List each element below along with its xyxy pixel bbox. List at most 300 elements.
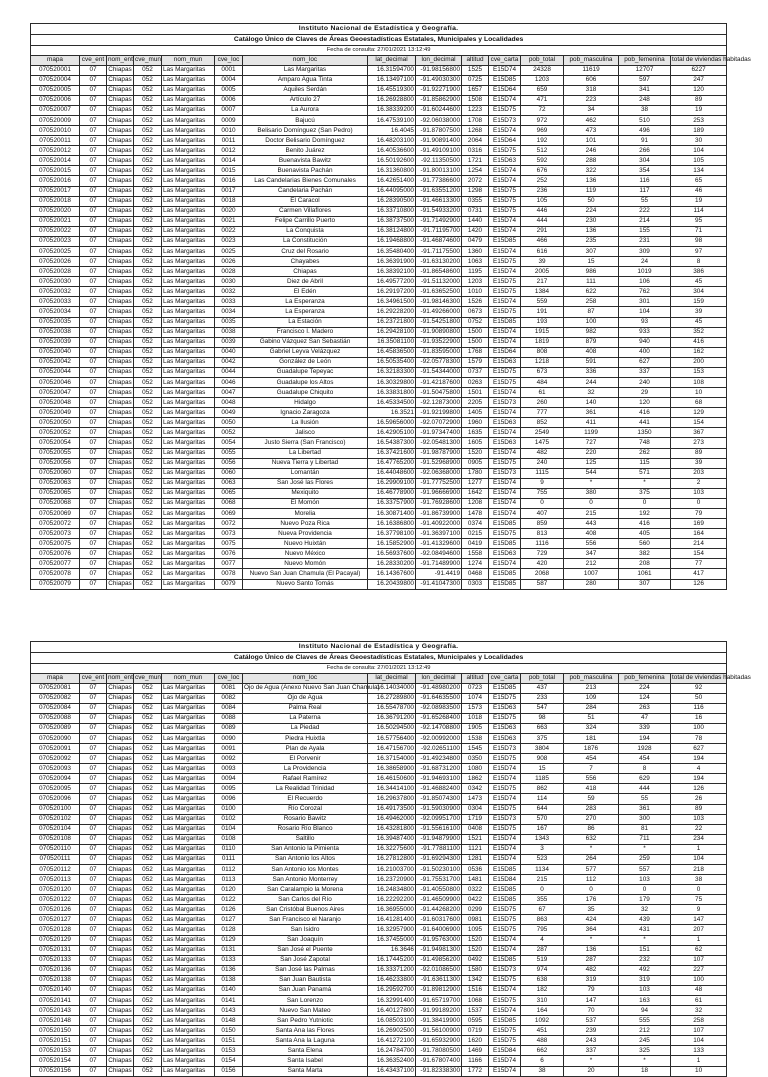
table-cell: 0479 xyxy=(462,236,489,246)
table-cell: 16.36352400 xyxy=(368,1056,416,1066)
table-cell: 87 xyxy=(564,307,619,317)
table-cell: 07 xyxy=(80,569,107,579)
table-cell: 0038 xyxy=(215,327,243,337)
table-cell: 70 xyxy=(564,1006,619,1016)
column-header: pob_total xyxy=(521,673,564,683)
table-cell: 22 xyxy=(671,824,727,834)
table-row xyxy=(31,713,727,723)
table-cell: -91.46613300 xyxy=(416,196,462,206)
table-cell: -91.77881100 xyxy=(416,844,462,854)
table-cell: 07 xyxy=(80,146,107,156)
table-cell: 052 xyxy=(134,367,162,377)
table-cell: -91.71175500 xyxy=(416,246,462,256)
table-cell: 07 xyxy=(80,317,107,327)
table-cell: 762 xyxy=(619,287,671,297)
table-cell: 98 xyxy=(521,713,564,723)
table-cell: E15D75 xyxy=(489,996,521,1006)
table-cell: -92.08494600 xyxy=(416,549,462,559)
table-cell: -91.49266000 xyxy=(416,307,462,317)
table-cell: 07 xyxy=(80,905,107,915)
table-cell: E15D74 xyxy=(489,794,521,804)
table-cell: 164 xyxy=(521,1006,564,1016)
table-cell: E15D63 xyxy=(489,357,521,367)
table-cell: 0342 xyxy=(462,784,489,794)
table-cell: 16.44048600 xyxy=(368,468,416,478)
table-cell: Las Margaritas xyxy=(162,744,215,754)
table-cell: 547 xyxy=(521,703,564,713)
table-cell: 207 xyxy=(671,925,727,935)
column-header: pob_masculina xyxy=(564,673,619,683)
table-cell: 07 xyxy=(80,733,107,743)
table-cell: 07 xyxy=(80,347,107,357)
table-cell: 0094 xyxy=(215,774,243,784)
table-row xyxy=(31,754,727,764)
table-cell: 0021 xyxy=(215,216,243,226)
table-cell: Chiapas xyxy=(107,864,134,874)
table-cell: 16.48203100 xyxy=(368,136,416,146)
table-cell: 755 xyxy=(521,488,564,498)
table-cell: 070520084 xyxy=(31,703,80,713)
table-cell: Las Margaritas xyxy=(162,985,215,995)
table-cell: 1721 xyxy=(462,156,489,166)
table-cell: 65 xyxy=(671,176,727,186)
table-cell: San José Zapotal xyxy=(243,955,368,965)
table-cell: 107 xyxy=(671,1026,727,1036)
table-cell: -91.64006900 xyxy=(416,925,462,935)
table-row xyxy=(31,569,727,579)
table-cell: 07 xyxy=(80,895,107,905)
table-cell: 1501 xyxy=(462,388,489,398)
table-cell: 16.37798100 xyxy=(368,529,416,539)
table-row xyxy=(31,246,727,256)
table-cell: 0111 xyxy=(215,854,243,864)
table-cell: 147 xyxy=(671,915,727,925)
table-cell: Chiapas xyxy=(107,1046,134,1056)
table-cell: 50 xyxy=(564,196,619,206)
table-cell: 07 xyxy=(80,448,107,458)
table-cell: 103 xyxy=(619,875,671,885)
table-cell: -91.49030300 xyxy=(416,75,462,85)
table-cell: 0075 xyxy=(215,539,243,549)
table-cell: 070520011 xyxy=(31,136,80,146)
table-cell: 16.49577200 xyxy=(368,277,416,287)
table-cell: 0014 xyxy=(215,156,243,166)
table-cell: 0374 xyxy=(462,519,489,529)
table-cell: Santa Ana la Laguna xyxy=(243,1036,368,1046)
table-cell: 0032 xyxy=(215,287,243,297)
table-cell: 1116 xyxy=(521,539,564,549)
table-cell: E15D75 xyxy=(489,915,521,925)
table-cell: 361 xyxy=(619,804,671,814)
table-row xyxy=(31,105,727,115)
table-cell: 159 xyxy=(671,297,727,307)
table-cell: Morelia xyxy=(243,509,368,519)
table-cell: E15D74 xyxy=(489,388,521,398)
table-cell: Las Margaritas xyxy=(162,176,215,186)
table-cell: 070520081 xyxy=(31,683,80,693)
table-cell: 07 xyxy=(80,206,107,216)
table-cell: -91.50475800 xyxy=(416,388,462,398)
table-cell: 162 xyxy=(671,347,727,357)
table-cell: 0 xyxy=(671,885,727,895)
table-cell: 408 xyxy=(564,347,619,357)
table-cell: Las Margaritas xyxy=(162,398,215,408)
table-cell: 052 xyxy=(134,1006,162,1016)
table-cell: 416 xyxy=(671,337,727,347)
table-cell: Las Margaritas xyxy=(162,448,215,458)
table-cell: 181 xyxy=(564,733,619,743)
table-cell: 233 xyxy=(521,693,564,703)
table-cell: Chayabes xyxy=(243,257,368,267)
table-cell: Nueva Providencia xyxy=(243,529,368,539)
table-row xyxy=(31,955,727,965)
table-cell: Francisco I. Madero xyxy=(243,327,368,337)
table-row xyxy=(31,236,727,246)
table-cell: Chiapas xyxy=(107,468,134,478)
table-cell: Las Margaritas xyxy=(162,327,215,337)
table-cell: 0148 xyxy=(215,1016,243,1026)
table-cell: 070520010 xyxy=(31,126,80,136)
table-cell: Las Margaritas xyxy=(162,774,215,784)
table-cell: Cruz del Rosario xyxy=(243,246,368,256)
table-cell: 07 xyxy=(80,965,107,975)
table-cell: 16.41272100 xyxy=(368,1036,416,1046)
table-cell: 052 xyxy=(134,277,162,287)
table-cell: 070520055 xyxy=(31,448,80,458)
table-cell: 052 xyxy=(134,529,162,539)
table-cell: 45 xyxy=(671,277,727,287)
table-cell: 0040 xyxy=(215,347,243,357)
table-cell: 32 xyxy=(671,1006,727,1016)
table-row xyxy=(31,794,727,804)
table-cell: E15D74 xyxy=(489,559,521,569)
table-cell: 16.26902500 xyxy=(368,1026,416,1036)
table-cell: 070520044 xyxy=(31,367,80,377)
table-cell: -91.44268200 xyxy=(416,905,462,915)
column-header: nom_mun xyxy=(162,55,215,65)
table-cell: Nuevo Huixtán xyxy=(243,539,368,549)
table-cell: -92.11350500 xyxy=(416,156,462,166)
table-cell: 07 xyxy=(80,804,107,814)
table-cell: 116 xyxy=(671,703,727,713)
table-cell: 16.36791200 xyxy=(368,713,416,723)
table-cell: 052 xyxy=(134,985,162,995)
table-cell: Las Margaritas xyxy=(162,733,215,743)
table-cell: Las Margaritas xyxy=(162,539,215,549)
table-cell: 052 xyxy=(134,1036,162,1046)
table-cell: 1780 xyxy=(462,468,489,478)
table-cell: 07 xyxy=(80,754,107,764)
table-cell: 07 xyxy=(80,683,107,693)
column-header: nom_loc xyxy=(243,55,368,65)
table-cell: Chiapas xyxy=(107,703,134,713)
table-cell: 482 xyxy=(521,448,564,458)
table-cell: 24 xyxy=(619,257,671,267)
table-cell: 16.50294500 xyxy=(368,723,416,733)
table-cell: 07 xyxy=(80,693,107,703)
table-cell: 1862 xyxy=(462,774,489,784)
table-cell: 1520 xyxy=(462,448,489,458)
table-cell: 16.28390500 xyxy=(368,196,416,206)
table-cell: E15D74 xyxy=(489,246,521,256)
table-cell: 052 xyxy=(134,337,162,347)
table-cell: 0316 xyxy=(462,146,489,156)
table-cell: 070520091 xyxy=(31,744,80,754)
column-header: lon_decimal xyxy=(416,55,462,65)
table-cell: 1657 xyxy=(462,85,489,95)
table-cell: 318 xyxy=(564,85,619,95)
table-cell: Chiapas xyxy=(107,539,134,549)
table-cell: Las Margaritas xyxy=(162,804,215,814)
table-cell: 070520016 xyxy=(31,176,80,186)
table-cell: 052 xyxy=(134,683,162,693)
table-cell: * xyxy=(619,844,671,854)
table-cell: 07 xyxy=(80,854,107,864)
table-cell: Las Margaritas xyxy=(162,206,215,216)
table-row xyxy=(31,115,727,125)
table-cell: 070520138 xyxy=(31,975,80,985)
table-cell: Chiapas xyxy=(107,1036,134,1046)
table-cell: Chiapas xyxy=(107,519,134,529)
table-cell: 555 xyxy=(619,1016,671,1026)
table-cell: 288 xyxy=(564,156,619,166)
table-cell: 248 xyxy=(619,95,671,105)
table-cell: 0048 xyxy=(215,398,243,408)
table-cell: 070520082 xyxy=(31,693,80,703)
table-cell: 16.38658900 xyxy=(368,764,416,774)
table-cell: E15D74 xyxy=(489,509,521,519)
table-cell: 070520112 xyxy=(31,864,80,874)
table-cell: 07 xyxy=(80,105,107,115)
table-cell: 07 xyxy=(80,824,107,834)
table-cell: 0719 xyxy=(462,1026,489,1036)
table-cell: 7 xyxy=(564,764,619,774)
table-cell: 0122 xyxy=(215,895,243,905)
table-cell: E15D63 xyxy=(489,549,521,559)
table-cell: 0156 xyxy=(215,1066,243,1076)
table-cell: 0007 xyxy=(215,105,243,115)
table-cell: 203 xyxy=(671,468,727,478)
table-cell: 151 xyxy=(619,945,671,955)
table-cell: -91.54933200 xyxy=(416,206,462,216)
table-cell: Las Margaritas xyxy=(162,1036,215,1046)
table-cell: 052 xyxy=(134,905,162,915)
table-row xyxy=(31,468,727,478)
table-cell: 126 xyxy=(671,784,727,794)
table-cell: E15D75 xyxy=(489,713,521,723)
table-cell: Chiapas xyxy=(107,498,134,508)
table-cell: 0006 xyxy=(215,95,243,105)
table-cell: 559 xyxy=(521,297,564,307)
table-cell: Chiapas xyxy=(107,236,134,246)
table-cell: 1 xyxy=(671,1056,727,1066)
table-cell: 16.34961500 xyxy=(368,297,416,307)
table-cell: Nuevo San Juan Chamula (El Pacayal) xyxy=(243,569,368,579)
table-cell: Chiapas xyxy=(107,95,134,105)
table-cell: 16.43281800 xyxy=(368,824,416,834)
table-cell: 556 xyxy=(564,774,619,784)
table-cell: 222 xyxy=(619,206,671,216)
table-cell: 070520038 xyxy=(31,327,80,337)
table-cell: -92.09951700 xyxy=(416,814,462,824)
table-cell: La Paterna xyxy=(243,713,368,723)
table-cell: 24328 xyxy=(521,65,564,75)
table-cell: 0299 xyxy=(462,905,489,915)
locality-table xyxy=(30,23,751,590)
table-cell: Chiapas xyxy=(107,549,134,559)
table-cell: 16.13497100 xyxy=(368,75,416,85)
table-cell: E15D75 xyxy=(489,206,521,216)
table-cell: -91.42187600 xyxy=(416,378,462,388)
table-cell: 07 xyxy=(80,509,107,519)
table-cell: 1080 xyxy=(462,764,489,774)
table-cell: 052 xyxy=(134,915,162,925)
table-cell: 07 xyxy=(80,1066,107,1076)
table-cell: -92.01086500 xyxy=(416,965,462,975)
table-cell: 070520110 xyxy=(31,844,80,854)
table-cell: 124 xyxy=(619,693,671,703)
table-cell: -91.92199800 xyxy=(416,408,462,418)
table-cell: 622 xyxy=(564,287,619,297)
table-cell: Las Margaritas xyxy=(162,915,215,925)
table-cell: 052 xyxy=(134,744,162,754)
table-cell: 336 xyxy=(564,367,619,377)
table-cell: 070520095 xyxy=(31,784,80,794)
table-row xyxy=(31,398,727,408)
table-cell: 1580 xyxy=(462,965,489,975)
table-cell: 75 xyxy=(671,895,727,905)
table-cell: 71 xyxy=(671,226,727,236)
locality-table xyxy=(30,641,751,1077)
table-cell: E15D74 xyxy=(489,488,521,498)
table-cell: 0044 xyxy=(215,367,243,377)
table-cell: 194 xyxy=(671,754,727,764)
table-cell: 341 xyxy=(619,85,671,95)
table-cell: 16.32957900 xyxy=(368,925,416,935)
table-cell: La Esperanza xyxy=(243,297,368,307)
table-row xyxy=(31,915,727,925)
table-cell: E15D74 xyxy=(489,337,521,347)
table-cell: González de León xyxy=(243,357,368,367)
table-cell: E15D73 xyxy=(489,965,521,975)
table-cell: Chiapas xyxy=(107,955,134,965)
table-cell: -92.14708800 xyxy=(416,723,462,733)
table-cell: Las Margaritas xyxy=(162,703,215,713)
table-cell: Chiapas xyxy=(107,945,134,955)
column-header: cve_mun xyxy=(134,55,162,65)
table-cell: 6227 xyxy=(671,65,727,75)
table-cell: 052 xyxy=(134,965,162,975)
table-cell: 052 xyxy=(134,126,162,136)
table-cell: 070520136 xyxy=(31,965,80,975)
table-cell: Buenavista Pachán xyxy=(243,166,368,176)
table-cell: San Francisco el Naranjo xyxy=(243,915,368,925)
table-cell: Chiapas xyxy=(107,764,134,774)
table-cell: Chiapas xyxy=(107,105,134,115)
table-cell: 8 xyxy=(619,764,671,774)
table-cell: 07 xyxy=(80,327,107,337)
table-cell: 94 xyxy=(619,1006,671,1016)
table-cell: 0419 xyxy=(462,539,489,549)
table-row xyxy=(31,784,727,794)
table-cell: 1440 xyxy=(462,216,489,226)
table-cell: Chiapas xyxy=(107,804,134,814)
table-cell: 570 xyxy=(521,814,564,824)
table-cell: 052 xyxy=(134,895,162,905)
table-cell: E15D75 xyxy=(489,277,521,287)
table-cell: 167 xyxy=(521,824,564,834)
table-cell: Santa Elena xyxy=(243,1046,368,1056)
table-cell: 052 xyxy=(134,297,162,307)
table-cell: 67 xyxy=(521,905,564,915)
table-cell: 101 xyxy=(564,136,619,146)
table-cell: Las Margaritas xyxy=(162,519,215,529)
column-header: nom_ent xyxy=(107,55,134,65)
table-cell: 070520017 xyxy=(31,186,80,196)
table-cell: 39 xyxy=(521,257,564,267)
table-cell: 1115 xyxy=(521,468,564,478)
table-cell: 982 xyxy=(564,327,619,337)
table-cell: 1019 xyxy=(619,267,671,277)
table-cell: 1473 xyxy=(462,794,489,804)
table-cell: Las Margaritas xyxy=(162,115,215,125)
table-cell: 16 xyxy=(671,713,727,723)
table-cell: -91.85862900 xyxy=(416,95,462,105)
table-cell: 627 xyxy=(619,357,671,367)
table-cell: 0017 xyxy=(215,186,243,196)
table-cell: 0091 xyxy=(215,744,243,754)
table-cell: 0020 xyxy=(215,206,243,216)
table-cell: 16.42905100 xyxy=(368,428,416,438)
table-cell: 0102 xyxy=(215,814,243,824)
table-cell: 052 xyxy=(134,925,162,935)
table-cell: 070520090 xyxy=(31,733,80,743)
table-cell: 070520065 xyxy=(31,488,80,498)
header-row xyxy=(31,673,727,683)
table-cell: Chiapas xyxy=(107,408,134,418)
table-cell: 070520096 xyxy=(31,794,80,804)
table-cell: 0073 xyxy=(215,529,243,539)
table-cell: E15D73 xyxy=(489,468,521,478)
table-cell: 1545 xyxy=(462,744,489,754)
table-cell: 07 xyxy=(80,996,107,1006)
table-cell: 16.32991400 xyxy=(368,996,416,1006)
table-cell: -91.51132000 xyxy=(416,277,462,287)
table-cell: 070520022 xyxy=(31,226,80,236)
table-cell: 16.33831800 xyxy=(368,388,416,398)
table-cell: 16.44095000 xyxy=(368,186,416,196)
table-cell: 418 xyxy=(564,784,619,794)
column-header: nom_loc xyxy=(243,673,368,683)
table-cell: Las Margaritas xyxy=(162,549,215,559)
table-cell: 0092 xyxy=(215,754,243,764)
table-cell: 19 xyxy=(671,196,727,206)
table-cell: * xyxy=(564,478,619,488)
table-cell: 0151 xyxy=(215,1036,243,1046)
table-cell: -92.08983500 xyxy=(416,703,462,713)
table-cell: -91.46509900 xyxy=(416,895,462,905)
table-cell: El Porvenir xyxy=(243,754,368,764)
table-cell: 0095 xyxy=(215,784,243,794)
table-cell: 07 xyxy=(80,885,107,895)
table-cell: 052 xyxy=(134,176,162,186)
table-cell: 0304 xyxy=(462,804,489,814)
table-cell: 100 xyxy=(564,317,619,327)
table-cell: 0303 xyxy=(462,579,489,589)
table-cell: 16.36391900 xyxy=(368,257,416,267)
table-cell: 240 xyxy=(521,458,564,468)
table-cell: 420 xyxy=(521,559,564,569)
